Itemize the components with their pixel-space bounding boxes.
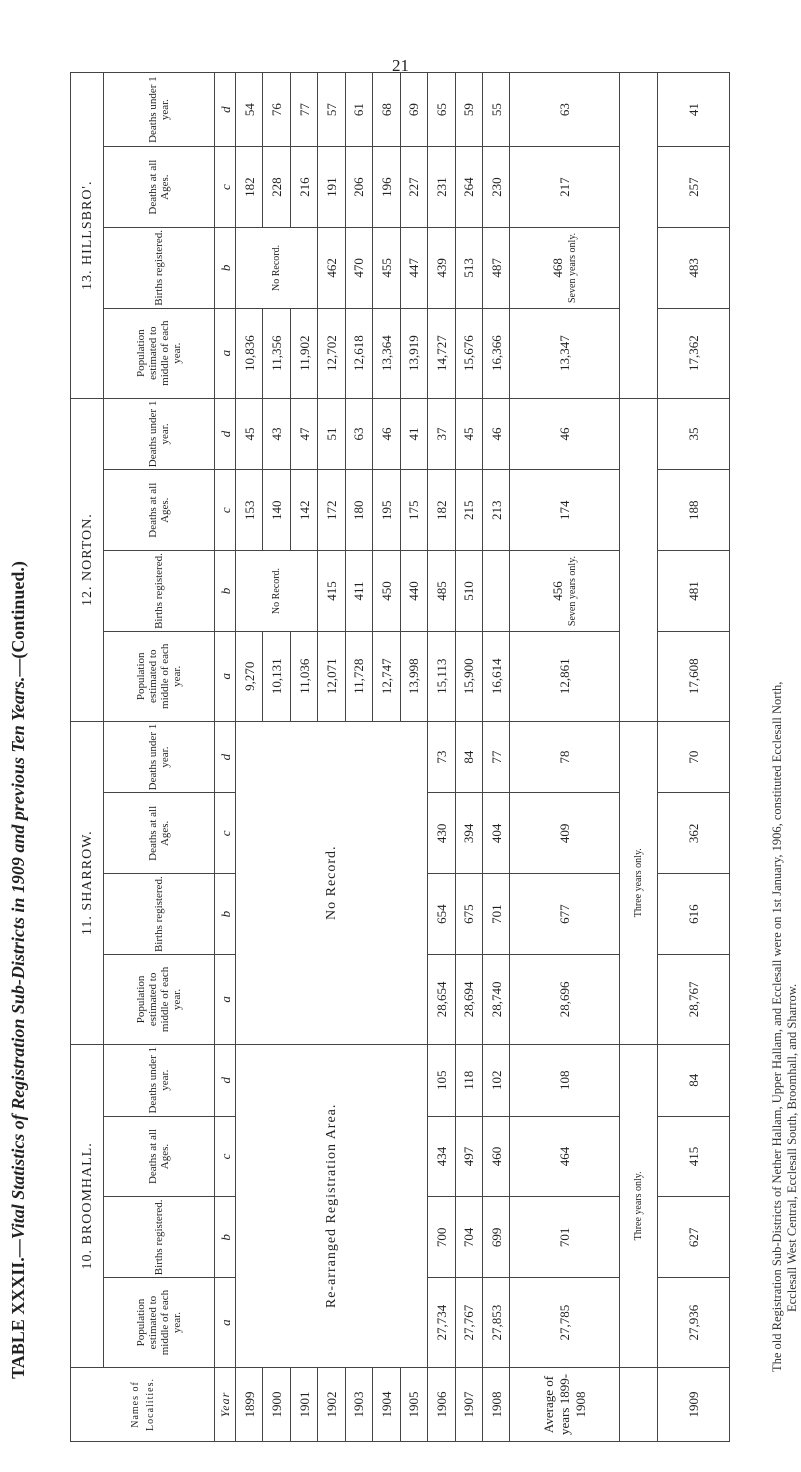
norton-deaths-all: 175: [400, 470, 427, 551]
norton-deaths-under-1: 51: [318, 398, 345, 470]
norton-population: 12,747: [373, 631, 400, 721]
col-population: Population estimated to middle of each year.: [104, 955, 215, 1045]
broomhall-average-deaths-under-1: 108: [510, 1044, 620, 1116]
broomhall-population: 27,853: [482, 1278, 509, 1368]
hillsbro-deaths-under-1: 77: [290, 73, 317, 147]
hillsbro-population: 13,919: [400, 308, 427, 398]
hillsbro-deaths-under-1: 61: [345, 73, 372, 147]
hillsbro-average-note: Seven years only.: [566, 232, 578, 303]
norton-note-spacer: [620, 398, 658, 721]
heading-title: Vital Statistics of Registration Sub-Districts in 1909 and previous Ten Years.: [8, 676, 28, 1240]
hillsbro-1909-population: 17,362: [657, 308, 729, 398]
hillsbro-population: 15,676: [455, 308, 482, 398]
norton-population: 15,113: [428, 631, 455, 721]
broomhall-average-deaths-all: 464: [510, 1116, 620, 1197]
sharrow-deaths-all: 394: [455, 793, 482, 874]
norton-deaths-all: 195: [373, 470, 400, 551]
sharrow-deaths-all: 430: [428, 793, 455, 874]
year-cell: 1905: [400, 1367, 427, 1441]
year-cell: 1903: [345, 1367, 372, 1441]
broomhall-deaths-all: 434: [428, 1116, 455, 1197]
broomhall-population: 27,734: [428, 1278, 455, 1368]
broomhall-average-births: 701: [510, 1197, 620, 1278]
norton-1909-deaths-all: 188: [657, 470, 729, 551]
hillsbro-population: 12,702: [318, 308, 345, 398]
norton-average-deaths-under-1: 46: [510, 398, 620, 470]
sharrow-births: 675: [455, 874, 482, 955]
hillsbro-population: 16,366: [482, 308, 509, 398]
hillsbro-deaths-under-1: 68: [373, 73, 400, 147]
broomhall-population: 27,767: [455, 1278, 482, 1368]
hillsbro-deaths-under-1: 69: [400, 73, 427, 147]
col-births: Births registered.: [104, 1197, 215, 1278]
norton-births: 510: [455, 551, 482, 632]
table-stage: [70, 72, 730, 1442]
norton-population: 9,270: [236, 631, 263, 721]
norton-deaths-under-1: 45: [455, 398, 482, 470]
norton-deaths-all: 153: [236, 470, 263, 551]
broomhall-births: 699: [482, 1197, 509, 1278]
broomhall-deaths-under-1: 102: [482, 1044, 509, 1116]
year-cell: 1901: [290, 1367, 317, 1441]
hillsbro-average-deaths-under-1: 63: [510, 73, 620, 147]
heading-prefix: TABLE XXXII.—: [8, 1239, 28, 1379]
section-sharrow: 11. SHARROW.: [71, 721, 104, 1044]
hillsbro-deaths-all: 191: [318, 147, 345, 228]
norton-population: 16,614: [482, 631, 509, 721]
year-cell: 1899: [236, 1367, 263, 1441]
sharrow-average-population: 28,696: [510, 955, 620, 1045]
sharrow-population: 28,694: [455, 955, 482, 1045]
footnote: [770, 672, 800, 1372]
broomhall-births: 704: [455, 1197, 482, 1278]
hillsbro-deaths-under-1: 65: [428, 73, 455, 147]
sharrow-deaths-under-1: 77: [482, 721, 509, 793]
sharrow-births: 654: [428, 874, 455, 955]
sharrow-deaths-under-1: 84: [455, 721, 482, 793]
norton-average-births-value: 456: [549, 581, 565, 601]
norton-deaths-all: 215: [455, 470, 482, 551]
norton-population: 11,728: [345, 631, 372, 721]
sharrow-1909-deaths-all: 362: [657, 793, 729, 874]
col-population: Population estimated to middle of each year.: [104, 1278, 215, 1368]
hillsbro-births: 447: [400, 228, 427, 309]
norton-deaths-under-1: 46: [373, 398, 400, 470]
hillsbro-births: 513: [455, 228, 482, 309]
hillsbro-deaths-all: 227: [400, 147, 427, 228]
hillsbro-deaths-all: 264: [455, 147, 482, 228]
hillsbro-1909-births: 483: [657, 228, 729, 309]
section-hillsbro: 13. HILLSBRO'.: [71, 73, 104, 399]
norton-deaths-under-1: 47: [290, 398, 317, 470]
hillsbro-births-no-record: No Record.: [236, 228, 318, 309]
norton-population: 10,131: [263, 631, 290, 721]
hillsbro-deaths-under-1: 57: [318, 73, 345, 147]
norton-births: 450: [373, 551, 400, 632]
hillsbro-deaths-all: 231: [428, 147, 455, 228]
col-deaths-all: Deaths at all Ages.: [104, 470, 215, 551]
col-deaths-under-1: Deaths under 1 year.: [104, 398, 215, 470]
page-number: 21: [392, 56, 409, 75]
sharrow-1909-births: 616: [657, 874, 729, 955]
unit-a: a: [215, 955, 236, 1045]
broomhall-1909-births: 627: [657, 1197, 729, 1278]
broomhall-deaths-all: 460: [482, 1116, 509, 1197]
norton-births: 440: [400, 551, 427, 632]
col-births: Births registered.: [104, 228, 215, 309]
col-population: Population estimated to middle of each year.: [104, 631, 215, 721]
hillsbro-births: 487: [482, 228, 509, 309]
unit-b: b: [215, 1197, 236, 1278]
hillsbro-population: 12,618: [345, 308, 372, 398]
hillsbro-deaths-under-1: 54: [236, 73, 263, 147]
unit-d: d: [215, 398, 236, 470]
unit-c: c: [215, 147, 236, 228]
norton-deaths-all: 172: [318, 470, 345, 551]
hillsbro-population: 14,727: [428, 308, 455, 398]
unit-b: b: [215, 228, 236, 309]
hillsbro-population: 11,356: [263, 308, 290, 398]
sharrow-average-births: 677: [510, 874, 620, 955]
norton-deaths-under-1: 43: [263, 398, 290, 470]
hillsbro-births: 470: [345, 228, 372, 309]
unit-c: c: [215, 470, 236, 551]
norton-deaths-under-1: 63: [345, 398, 372, 470]
unit-c: c: [215, 1116, 236, 1197]
year-cell: 1908: [482, 1367, 509, 1441]
col-population: Population estimated to middle of each year.: [104, 308, 215, 398]
norton-births: 411: [345, 551, 372, 632]
hillsbro-deaths-all: 182: [236, 147, 263, 228]
unit-a: a: [215, 308, 236, 398]
col-births: Births registered.: [104, 551, 215, 632]
norton-population: 11,036: [290, 631, 317, 721]
hillsbro-population: 13,364: [373, 308, 400, 398]
col-deaths-under-1: Deaths under 1 year.: [104, 73, 215, 147]
hillsbro-average-population: 13,347: [510, 308, 620, 398]
hillsbro-1909-deaths-all: 257: [657, 147, 729, 228]
broomhall-1909-deaths-all: 415: [657, 1116, 729, 1197]
norton-1909-population: 17,608: [657, 631, 729, 721]
sharrow-population: 28,740: [482, 955, 509, 1045]
hillsbro-population: 11,902: [290, 308, 317, 398]
broomhall-1909-population: 27,936: [657, 1278, 729, 1368]
broomhall-deaths-all: 497: [455, 1116, 482, 1197]
col-births: Births registered.: [104, 874, 215, 955]
unit-c: c: [215, 793, 236, 874]
hillsbro-average-births: [510, 228, 620, 309]
norton-population: 12,071: [318, 631, 345, 721]
unit-d: d: [215, 721, 236, 793]
sharrow-1909-population: 28,767: [657, 955, 729, 1045]
norton-average-deaths-all: 174: [510, 470, 620, 551]
norton-deaths-all: 182: [428, 470, 455, 551]
hillsbro-note-spacer: [620, 73, 658, 399]
norton-deaths-under-1: 41: [400, 398, 427, 470]
unit-b: b: [215, 874, 236, 955]
hillsbro-deaths-under-1: 55: [482, 73, 509, 147]
col-deaths-all: Deaths at all Ages.: [104, 793, 215, 874]
sharrow-note: No Record.: [236, 721, 428, 1044]
sharrow-deaths-under-1: 73: [428, 721, 455, 793]
hillsbro-1909-deaths-under-1: 41: [657, 73, 729, 147]
hillsbro-deaths-all: 228: [263, 147, 290, 228]
norton-births-no-record: No Record.: [236, 551, 318, 632]
hillsbro-deaths-all: 196: [373, 147, 400, 228]
heading-suffix: —(Continued.): [8, 561, 28, 677]
norton-average-births: [510, 551, 620, 632]
year-cell: 1900: [263, 1367, 290, 1441]
norton-1909-deaths-under-1: 35: [657, 398, 729, 470]
current-year: 1909: [657, 1367, 729, 1441]
hillsbro-births: 462: [318, 228, 345, 309]
sharrow-deaths-all: 404: [482, 793, 509, 874]
footnote-line-1: The old Registration Sub-Districts of Nether Hallam, Upper Hallam, and Ecclesall were on 1st January, 1906, constituted Ecclesall North,: [770, 681, 784, 1372]
norton-births: 485: [428, 551, 455, 632]
sharrow-average-note: Three years only.: [620, 721, 658, 1044]
year-cell: 1906: [428, 1367, 455, 1441]
norton-deaths-under-1: 37: [428, 398, 455, 470]
sharrow-average-deaths-all: 409: [510, 793, 620, 874]
sharrow-average-deaths-under-1: 78: [510, 721, 620, 793]
year-cell: 1904: [373, 1367, 400, 1441]
average-label: Average of years 1899-1908: [510, 1367, 620, 1441]
footnote-line-2: Ecclesall West Central, Ecclesall South, Broomhall, and Sharrow.: [785, 983, 799, 1312]
norton-1909-births: 481: [657, 551, 729, 632]
hillsbro-deaths-all: 230: [482, 147, 509, 228]
hillsbro-average-births-value: 468: [549, 258, 565, 278]
year-cell: 1902: [318, 1367, 345, 1441]
broomhall-births: 700: [428, 1197, 455, 1278]
vital-statistics-table: [70, 72, 730, 1442]
hillsbro-deaths-under-1: 59: [455, 73, 482, 147]
unit-d: d: [215, 1044, 236, 1116]
norton-deaths-all: 142: [290, 470, 317, 551]
norton-population: 15,900: [455, 631, 482, 721]
section-norton: 12. NORTON.: [71, 398, 104, 721]
names-of-localities-header: Names of Localities.: [71, 1367, 215, 1441]
hillsbro-births: 455: [373, 228, 400, 309]
broomhall-average-note: Three years only.: [620, 1044, 658, 1367]
broomhall-average-population: 27,785: [510, 1278, 620, 1368]
sharrow-births: 701: [482, 874, 509, 955]
col-deaths-under-1: Deaths under 1 year.: [104, 1044, 215, 1116]
unit-d: d: [215, 73, 236, 147]
norton-deaths-under-1: 46: [482, 398, 509, 470]
year-header: Year: [215, 1367, 236, 1441]
table-heading: [8, 500, 34, 1440]
broomhall-1909-deaths-under-1: 84: [657, 1044, 729, 1116]
sharrow-population: 28,654: [428, 955, 455, 1045]
year-cell: 1907: [455, 1367, 482, 1441]
norton-deaths-all: 213: [482, 470, 509, 551]
norton-births: [482, 551, 509, 632]
norton-population: 13,998: [400, 631, 427, 721]
norton-deaths-all: 180: [345, 470, 372, 551]
col-deaths-under-1: Deaths under 1 year.: [104, 721, 215, 793]
section-broomhall: 10. BROOMHALL.: [71, 1044, 104, 1367]
unit-b: b: [215, 551, 236, 632]
hillsbro-births: 439: [428, 228, 455, 309]
norton-deaths-all: 140: [263, 470, 290, 551]
norton-average-note: Seven years only.: [566, 555, 578, 627]
unit-a: a: [215, 631, 236, 721]
unit-a: a: [215, 1278, 236, 1368]
hillsbro-population: 10,836: [236, 308, 263, 398]
sharrow-1909-deaths-under-1: 70: [657, 721, 729, 793]
norton-births: 415: [318, 551, 345, 632]
hillsbro-deaths-under-1: 76: [263, 73, 290, 147]
broomhall-deaths-under-1: 118: [455, 1044, 482, 1116]
hillsbro-deaths-all: 206: [345, 147, 372, 228]
hillsbro-deaths-all: 216: [290, 147, 317, 228]
broomhall-deaths-under-1: 105: [428, 1044, 455, 1116]
note-row-spacer: [620, 1367, 658, 1441]
broomhall-note: Re-arranged Registration Area.: [236, 1044, 428, 1367]
hillsbro-average-deaths-all: 217: [510, 147, 620, 228]
norton-average-population: 12,861: [510, 631, 620, 721]
col-deaths-all: Deaths at all Ages.: [104, 147, 215, 228]
norton-deaths-under-1: 45: [236, 398, 263, 470]
col-deaths-all: Deaths at all Ages.: [104, 1116, 215, 1197]
